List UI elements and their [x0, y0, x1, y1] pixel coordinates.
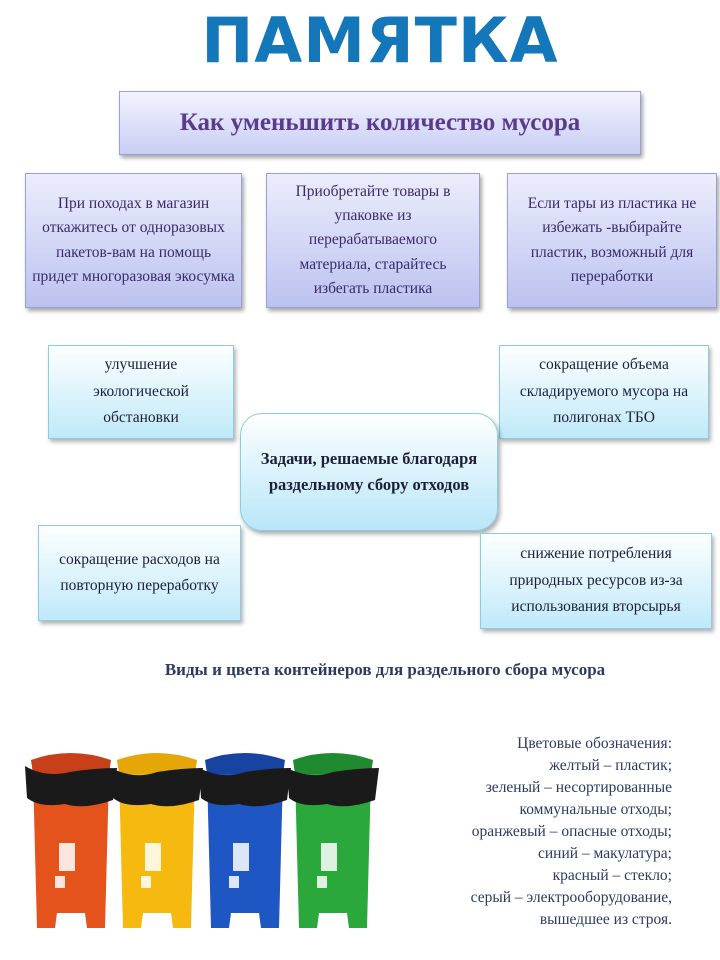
tip-text-1: При походах в магазин откажитесь от одноразовых пакетов-вам на помощь придет многоразовая экосумка: [32, 195, 235, 285]
color-legend: [312, 733, 672, 931]
tasks-center-box: [240, 413, 498, 531]
task-text-bottom-left: сокращение расходов на повторную переработку: [59, 550, 220, 594]
task-text-top-left: улучшение экологической обстановки: [93, 356, 189, 427]
task-box-top-left: [48, 345, 234, 439]
legend-line: коммунальные отходы;: [519, 801, 672, 818]
subtitle-text: Как уменьшить количество мусора: [179, 109, 581, 136]
tip-box-3: [507, 173, 717, 308]
task-text-top-right: сокращение объема складируемого мусора на полигонах ТБО: [519, 356, 689, 427]
tip-text-2: Приобретайте товары в упаковке из перерабатываемого материала, старайтесь избегать пластика: [295, 183, 451, 297]
legend-line: серый – электрооборудование,: [470, 889, 672, 906]
legend-line: вышедшее из строя.: [539, 911, 672, 928]
subtitle-box: [119, 91, 641, 155]
legend-line: оранжевый – опасные отходы;: [471, 823, 672, 840]
tip-box-2: [266, 173, 480, 308]
orange-bin-icon: [25, 753, 117, 928]
containers-heading: Виды и цвета контейнеров для раздельного сбора мусора: [164, 660, 606, 679]
task-text-bottom-right: снижение потребления природных ресурсов из-за использования вторсырья: [509, 545, 683, 616]
tip-box-1: [25, 173, 242, 308]
tip-text-3: Если тары из пластика не избежать -выбирайте пластик, возможный для переработки: [527, 195, 697, 285]
legend-line: синий – макулатура;: [538, 845, 672, 862]
legend-line: зеленый – несортированные: [485, 779, 672, 796]
blue-bin-icon: [199, 753, 291, 928]
legend-line: красный – стекло;: [552, 867, 672, 884]
task-box-bottom-left: [38, 525, 241, 621]
tasks-center-text: Задачи, решаемые благодаря раздельному сбору отходов: [260, 448, 478, 494]
legend-line: желтый – пластик;: [549, 757, 672, 774]
legend-title: Цветовые обозначения:: [517, 735, 672, 752]
page-title: ПАМЯТКА: [201, 4, 559, 77]
task-box-bottom-right: [480, 533, 712, 629]
task-box-top-right: [499, 345, 709, 439]
yellow-bin-icon: [111, 753, 203, 928]
